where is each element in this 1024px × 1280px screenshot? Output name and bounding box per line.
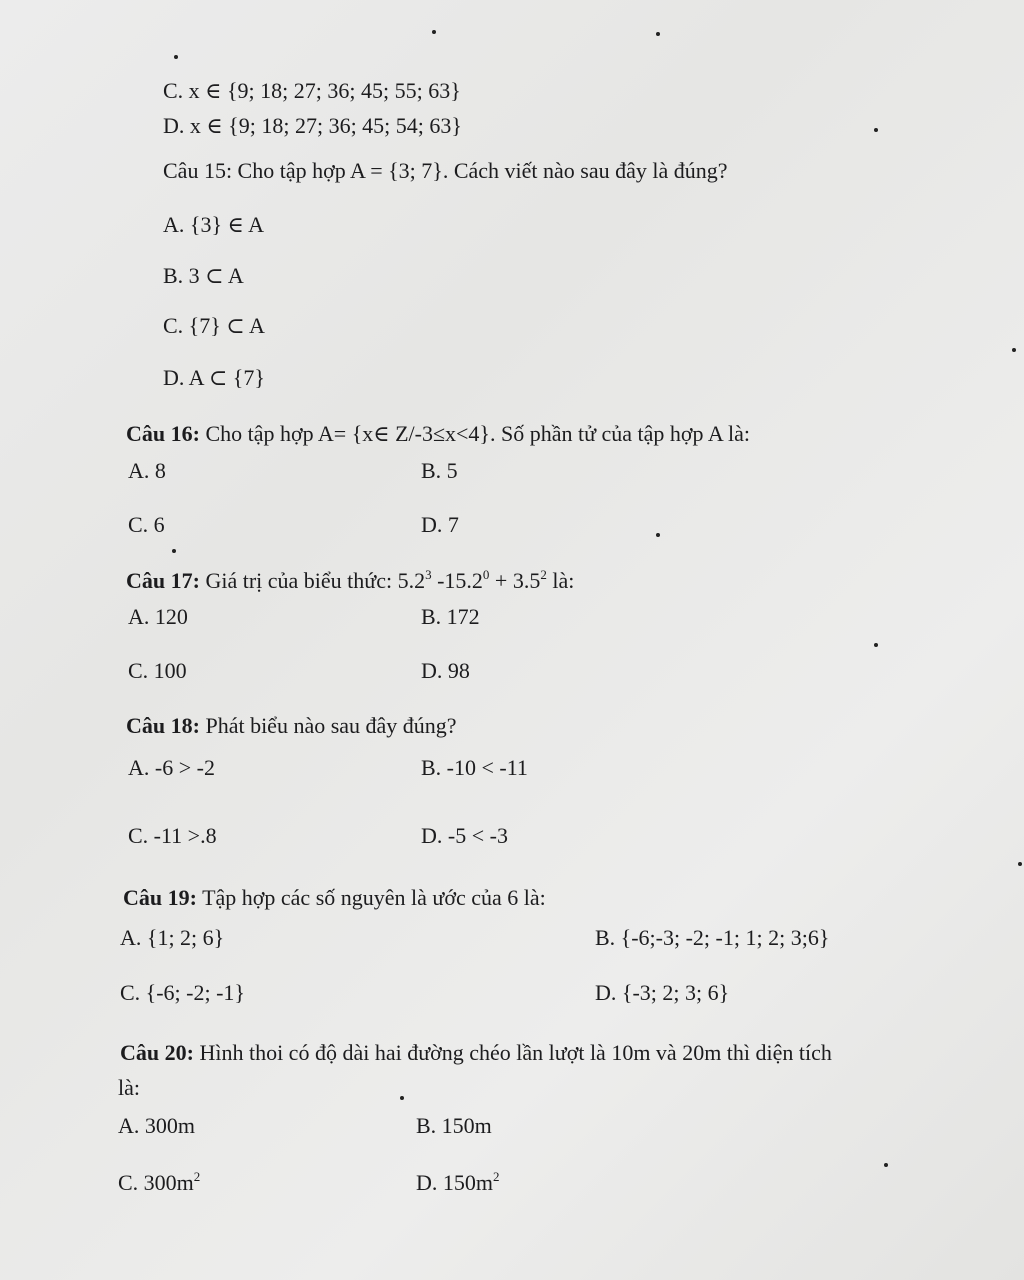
- q16-option-b: B. 5: [421, 458, 458, 483]
- q18-option-c: C. -11 >.8: [128, 823, 217, 848]
- q19-option-d: D. {-3; 2; 3; 6}: [595, 980, 730, 1005]
- q18-prompt: Phát biểu nào sau đây đúng?: [205, 713, 457, 738]
- q19-label: Câu 19:: [123, 885, 197, 910]
- q17-option-a: A. 120: [128, 604, 188, 629]
- q18-label: Câu 18:: [126, 713, 200, 738]
- q16-option-a: A. 8: [128, 458, 166, 483]
- q18-prompt-line: [126, 713, 457, 739]
- q15-option-d: D. A ⊂ {7}: [163, 365, 265, 390]
- q17-option-d: D. 98: [421, 658, 470, 683]
- paper-speck: [1012, 348, 1016, 352]
- paper-speck: [884, 1163, 888, 1167]
- q15-prompt: Câu 15: Cho tập hợp A = {3; 7}. Cách viết nào sau đây là đúng?: [163, 158, 728, 183]
- q19-prompt-line: [123, 885, 546, 911]
- paper-speck: [174, 55, 178, 59]
- paper-speck: [656, 32, 660, 36]
- paper-speck: [874, 128, 878, 132]
- paper-speck: [874, 643, 878, 647]
- paper-speck: [432, 30, 436, 34]
- q16-prompt: Cho tập hợp A= {x∈ Z/-3≤x<4}. Số phần tử của tập hợp A là:: [205, 421, 751, 446]
- q17-prompt: Giá trị của biểu thức: $5.2^3$ $-15.2^0 + 3.5^2$ là:: [205, 567, 575, 593]
- q18-option-a: A. -6 > -2: [128, 755, 215, 780]
- q20-label: Câu 20:: [120, 1040, 194, 1065]
- q19-option-b: B. {-6;-3; -2; -1; 1; 2; 3;6}: [595, 925, 830, 950]
- q15-option-b: B. 3 ⊂ A: [163, 263, 244, 288]
- q14-option-d: D. x ∈ {9; 18; 27; 36; 45; 54; 63}: [163, 113, 462, 138]
- q19-prompt: Tập hợp các số nguyên là ước của 6 là:: [202, 885, 546, 910]
- q20-option-d: D. $150m^2$: [416, 1169, 500, 1195]
- q17-option-c: C. 100: [128, 658, 187, 683]
- q16-prompt-line: [126, 421, 750, 447]
- q18-option-d: D. -5 < -3: [421, 823, 508, 848]
- q14-option-c: C. x ∈ {9; 18; 27; 36; 45; 55; 63}: [163, 78, 461, 103]
- q20-option-c: C. $300m^2$: [118, 1169, 201, 1195]
- q16-option-c: C. 6: [128, 512, 165, 537]
- q16-label: Câu 16:: [126, 421, 200, 446]
- q15-option-a: A. {3} ∈ A: [163, 212, 264, 237]
- q20-prompt: Hình thoi có độ dài hai đường chéo lần lượt là 10m và 20m thì diện tích: [199, 1040, 832, 1065]
- paper-speck: [1018, 862, 1022, 866]
- paper-speck: [172, 549, 176, 553]
- q19-option-c: C. {-6; -2; -1}: [120, 980, 245, 1005]
- q20-option-a: A. 300m: [118, 1113, 195, 1138]
- q17-label: Câu 17:: [126, 568, 200, 593]
- q17-option-b: B. 172: [421, 604, 480, 629]
- q15-option-c: C. {7} ⊂ A: [163, 313, 265, 338]
- paper-speck: [400, 1096, 404, 1100]
- paper-speck: [656, 533, 660, 537]
- q16-option-d: D. 7: [421, 512, 459, 537]
- q17-prompt-line: [126, 568, 574, 594]
- q20-prompt-continued: là:: [118, 1075, 140, 1100]
- q20-prompt-line: [120, 1040, 832, 1066]
- q19-option-a: A. {1; 2; 6}: [120, 925, 225, 950]
- q18-option-b: B. -10 < -11: [421, 755, 528, 780]
- q20-option-b: B. 150m: [416, 1113, 492, 1138]
